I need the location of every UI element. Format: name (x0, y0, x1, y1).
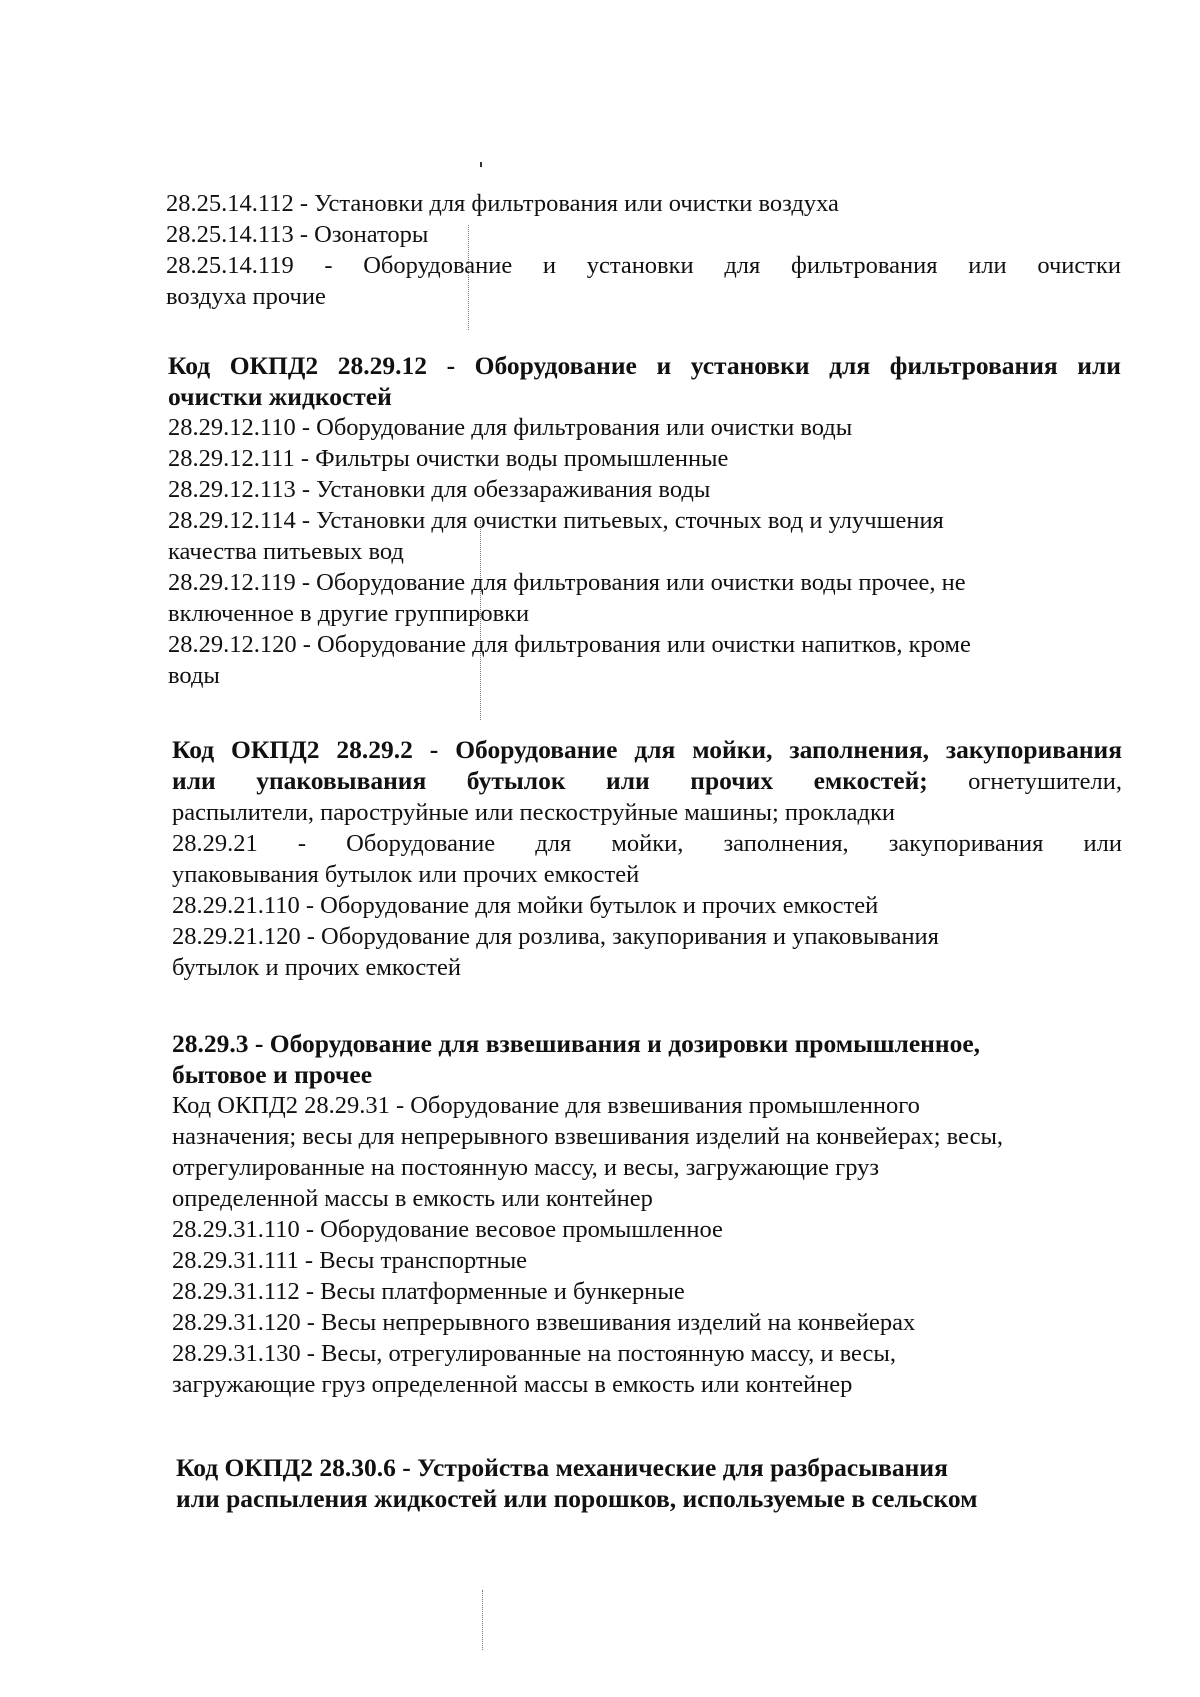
code-line: 28.25.14.119 - Оборудование и установки для фильтрования или очистки (166, 252, 1121, 279)
code-line: 28.29.12.113 - Установки для обеззараживания воды (168, 476, 711, 503)
section-heading: или распыления жидкостей или порошков, используемые в сельском (176, 1484, 978, 1513)
code-line: 28.29.21.110 - Оборудование для мойки бутылок и прочих емкостей (172, 892, 879, 919)
code-line: определенной массы в емкость или контейнер (172, 1185, 653, 1212)
code-line: 28.29.12.120 - Оборудование для фильтрования или очистки напитков, кроме (168, 631, 971, 658)
code-line: 28.29.12.119 - Оборудование для фильтрования или очистки воды прочее, не (168, 569, 966, 596)
section-spraying-devices (176, 1452, 1126, 1514)
code-line: 28.29.12.110 - Оборудование для фильтрования или очистки воды (168, 414, 853, 441)
code-line: 28.25.14.112 - Установки для фильтрования или очистки воздуха (166, 190, 839, 217)
code-line: 28.29.31.130 - Весы, отрегулированные на постоянную массу, и весы, (172, 1340, 896, 1367)
code-line: 28.29.12.111 - Фильтры очистки воды промышленные (168, 445, 729, 472)
code-line: 28.29.31.111 - Весы транспортные (172, 1247, 528, 1274)
scan-mark (480, 162, 482, 167)
section-heading: бытовое и прочее (172, 1060, 373, 1089)
section-bottle-equipment (172, 734, 1122, 983)
code-line: 28.29.31.120 - Весы непрерывного взвешивания изделий на конвейерах (172, 1309, 916, 1336)
code-line: загружающие груз определенной массы в емкость или контейнер (172, 1371, 853, 1398)
code-line: качества питьевых вод (168, 538, 404, 565)
code-line: 28.29.31.110 - Оборудование весовое промышленное (172, 1216, 723, 1243)
code-line: 28.29.31.112 - Весы платформенные и бункерные (172, 1278, 685, 1305)
section-heading: 28.29.3 - Оборудование для взвешивания и дозировки промышленное, (172, 1029, 981, 1058)
section-heading: очистки жидкостей (168, 382, 392, 411)
code-line: 28.25.14.113 - Озонаторы (166, 221, 429, 248)
heading-bold-part: или упаковывания бутылок или прочих емкостей; (172, 766, 928, 795)
section-liquid-filters (168, 350, 1121, 691)
section-heading: Код ОКПД2 28.29.2 - Оборудование для мойки, заполнения, закупоривания (172, 735, 1122, 764)
code-line: Код ОКПД2 28.29.31 - Оборудование для взвешивания промышленного (172, 1092, 920, 1119)
code-line: 28.29.21.120 - Оборудование для розлива, закупоривания и упаковывания (172, 923, 939, 950)
code-line: включенное в другие группировки (168, 600, 530, 627)
code-line: отрегулированные на постоянную массу, и весы, загружающие груз (172, 1154, 880, 1181)
code-line: воздуха прочие (166, 283, 326, 310)
code-line: назначения; весы для непрерывного взвешивания изделий на конвейерах; весы, (172, 1123, 1004, 1150)
section-heading: Код ОКПД2 28.30.6 - Устройства механические для разбрасывания (176, 1453, 948, 1482)
code-line: воды (168, 662, 220, 689)
section-heading-mixed (172, 765, 1122, 797)
code-line: 28.29.21 - Оборудование для мойки, заполнения, закупоривания или (172, 830, 1122, 857)
code-line: бутылок и прочих емкостей (172, 954, 461, 981)
section-air-filters (166, 188, 1121, 312)
code-line: упаковывания бутылок или прочих емкостей (172, 861, 640, 888)
heading-normal-part: огнетушители, (968, 768, 1123, 795)
code-line: 28.29.12.114 - Установки для очистки питьевых, сточных вод и улучшения (168, 507, 944, 534)
section-weighing-equipment (172, 1028, 1122, 1400)
section-heading-cont: распылители, пароструйные или пескоструйные машины; прокладки (172, 799, 896, 826)
scan-fold-line (482, 1590, 484, 1650)
section-heading: Код ОКПД2 28.29.12 - Оборудование и установки для фильтрования или (168, 351, 1121, 380)
